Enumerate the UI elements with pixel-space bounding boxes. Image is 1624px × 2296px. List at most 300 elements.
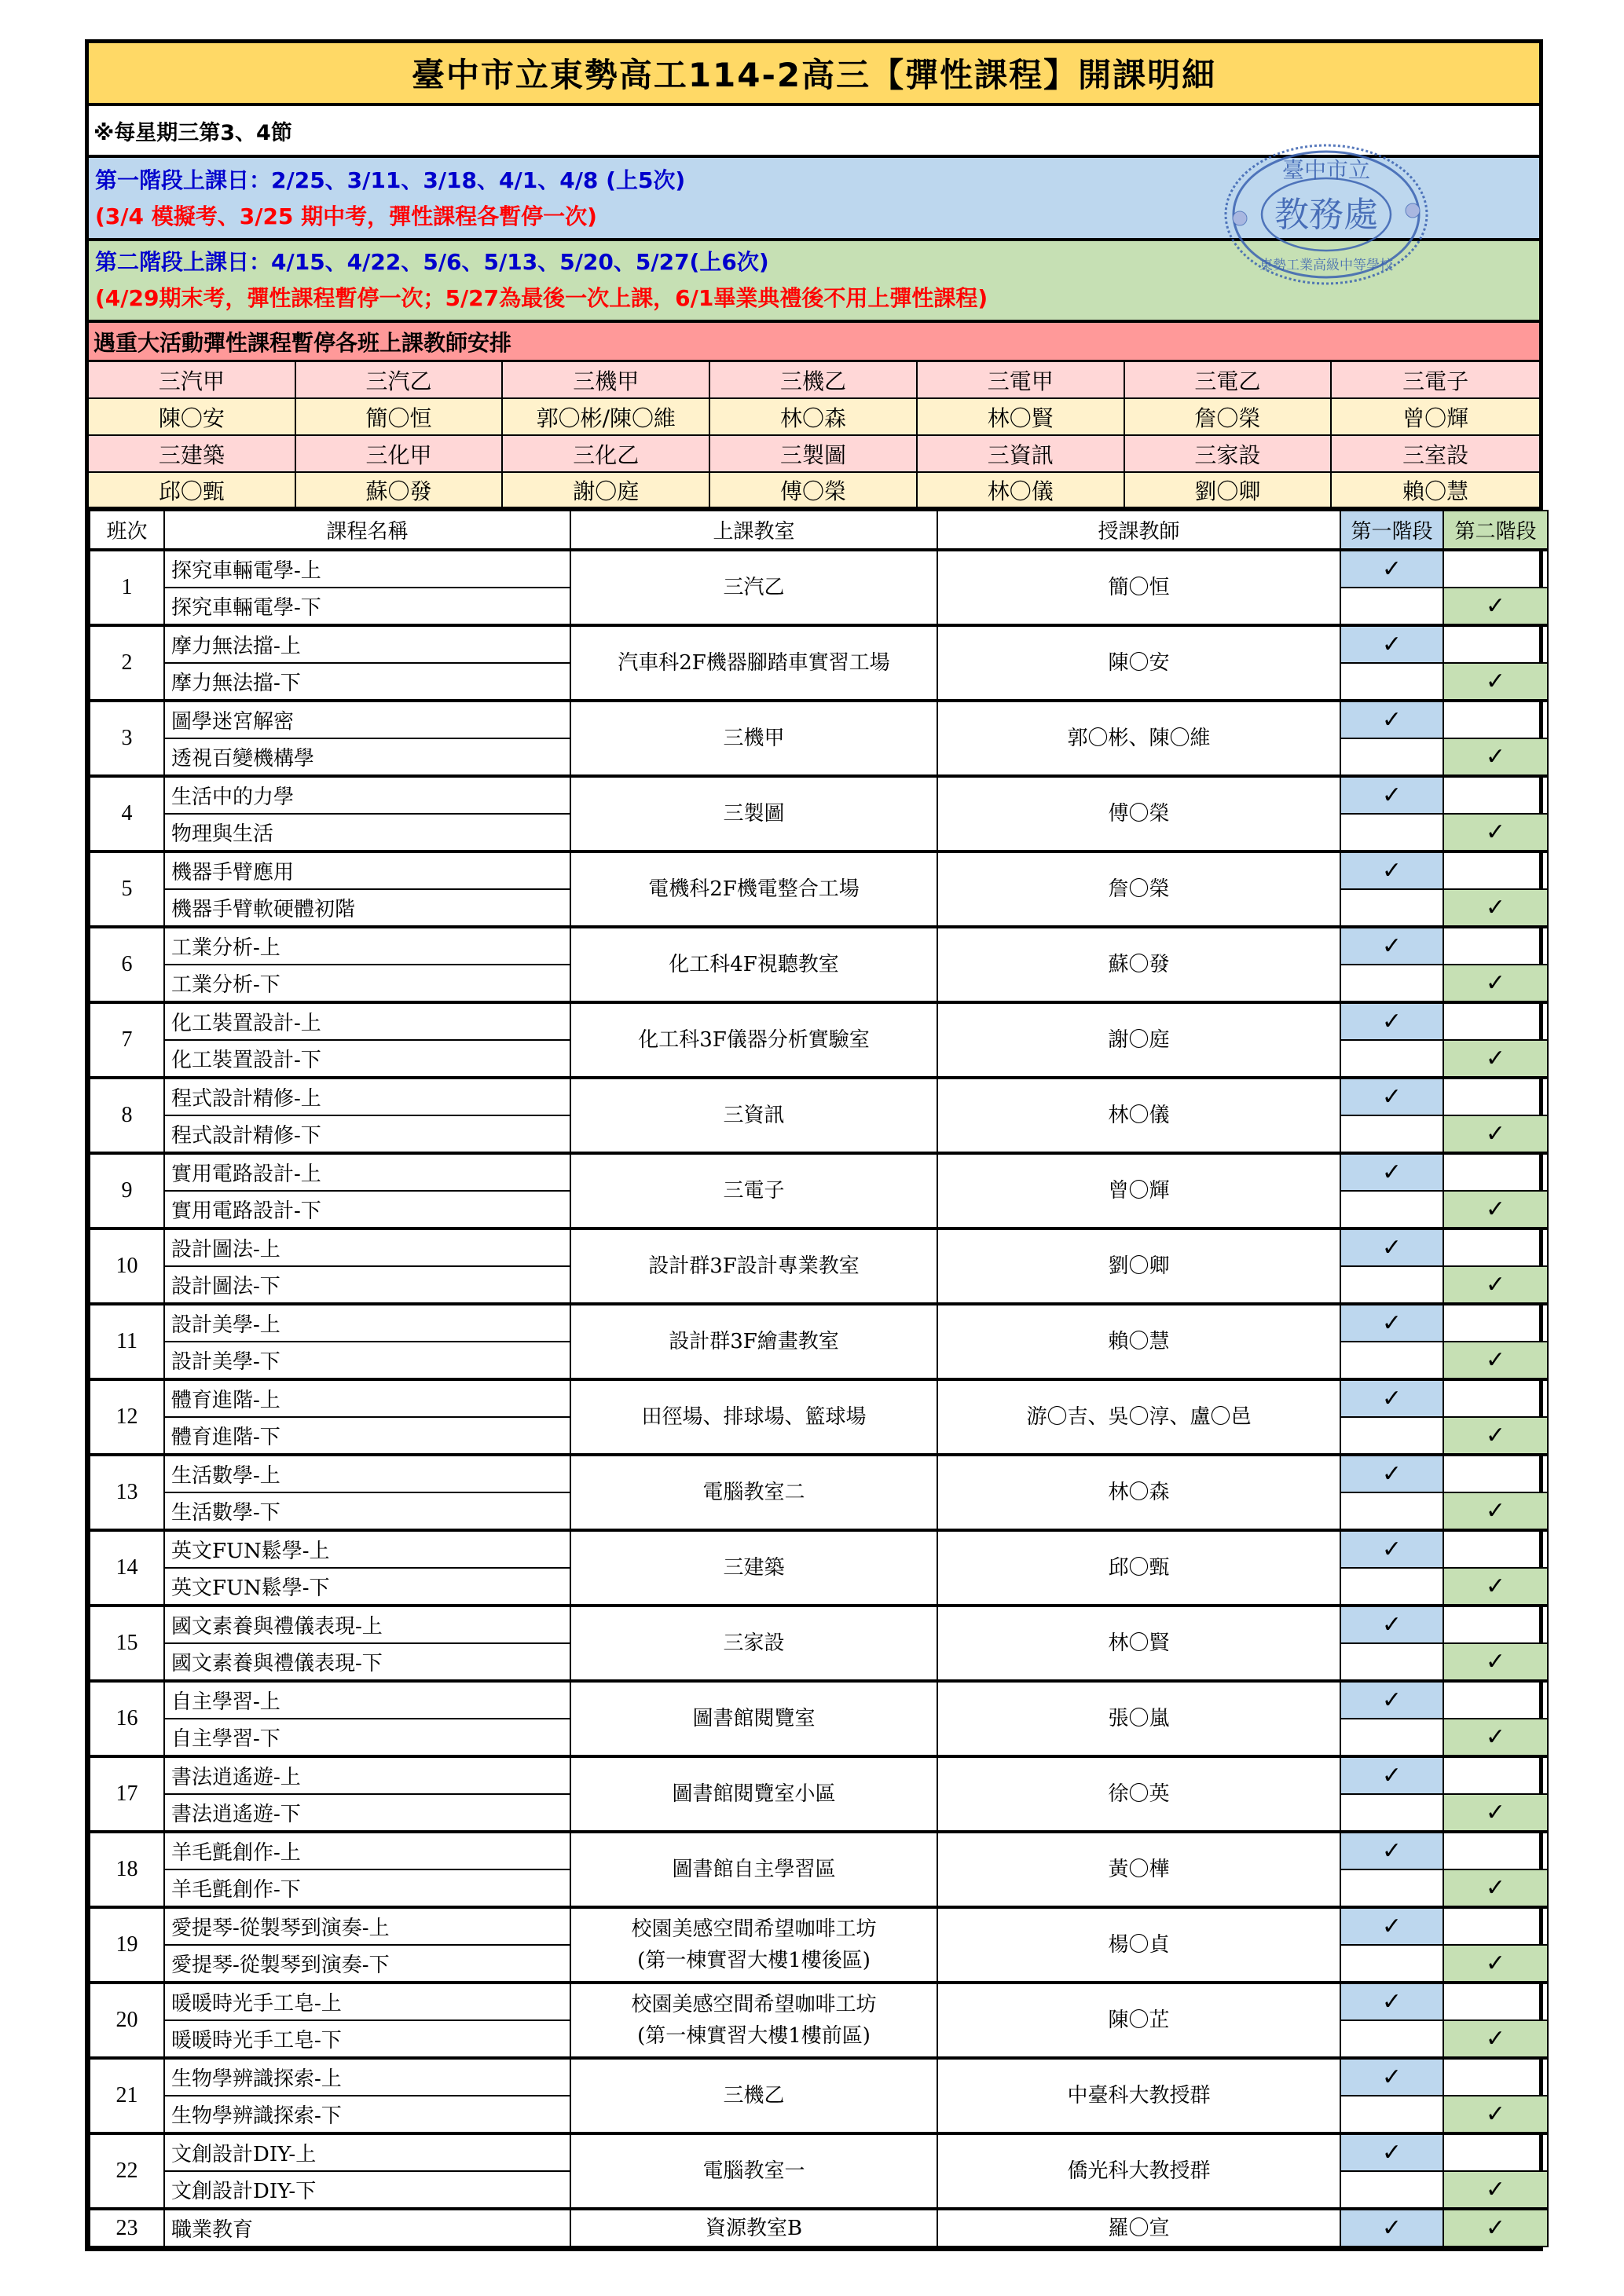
course-row (90, 1153, 1548, 1191)
stage1-empty-cell (1340, 1191, 1443, 1229)
classroom (570, 1455, 937, 1530)
class-number: 14 (90, 1530, 164, 1606)
stage1-check-icon: ✓ (1340, 776, 1443, 814)
classroom-name: 三機乙 (723, 2084, 785, 2107)
teacher-name: 陳〇芷 (937, 1983, 1340, 2058)
stage2-check-icon: ✓ (1443, 2096, 1548, 2133)
stage2-empty-cell (1443, 1379, 1548, 1417)
classroom (570, 1681, 937, 1756)
stage2-empty-cell (1443, 1907, 1548, 1945)
stage1-empty-cell (1340, 2096, 1443, 2133)
stage1-empty-cell (1340, 738, 1443, 776)
stage2-check-icon: ✓ (1443, 738, 1548, 776)
classroom (570, 776, 937, 851)
course-name: 實用電路設計-上 (164, 1153, 570, 1191)
stage2-empty-cell (1443, 1756, 1548, 1794)
course-name: 書法逍遙遊-下 (164, 1794, 570, 1832)
substitute-teacher-cell: 傅〇榮 (710, 473, 918, 510)
classroom (570, 1002, 937, 1078)
substitute-class-cell: 三機甲 (503, 362, 710, 399)
stage1-check-icon: ✓ (1340, 2058, 1443, 2096)
stage2-empty-cell (1443, 2058, 1548, 2096)
class-number: 9 (90, 1153, 164, 1229)
classroom (570, 1530, 937, 1606)
stage2-check-icon: ✓ (1443, 1719, 1548, 1756)
course-name: 英文FUN鬆學-下 (164, 1568, 570, 1606)
course-name: 摩力無法擋-下 (164, 663, 570, 701)
substitute-teacher-cell: 邱〇甄 (89, 473, 296, 510)
teacher-name: 林〇儀 (937, 1078, 1340, 1153)
stage2-check-icon: ✓ (1443, 1869, 1548, 1907)
substitute-teacher-cell: 蘇〇發 (296, 473, 504, 510)
stage2-empty-cell (1443, 2133, 1548, 2171)
teacher-name: 徐〇英 (937, 1756, 1340, 1832)
substitute-class-cell: 三電甲 (918, 362, 1125, 399)
course-name: 暖暖時光手工皂-上 (164, 1983, 570, 2020)
course-name: 生物學辨識探索-下 (164, 2096, 570, 2133)
teacher-name: 陳〇安 (937, 625, 1340, 701)
teacher-name: 謝〇庭 (937, 1002, 1340, 1078)
stage1-check-icon: ✓ (1340, 2209, 1443, 2247)
stage1-check-icon: ✓ (1340, 625, 1443, 663)
classroom (570, 1983, 937, 2058)
stage2-check-icon: ✓ (1443, 1417, 1548, 1455)
course-name: 暖暖時光手工皂-下 (164, 2020, 570, 2058)
course-row (90, 1078, 1548, 1115)
stage1-check-icon: ✓ (1340, 1002, 1443, 1040)
stage1-empty-cell (1340, 663, 1443, 701)
course-name: 程式設計精修-下 (164, 1115, 570, 1153)
class-number: 22 (90, 2133, 164, 2209)
stage1-empty-cell (1340, 1417, 1443, 1455)
course-name: 生活數學-下 (164, 1492, 570, 1530)
classroom (570, 1229, 937, 1304)
course-row (90, 550, 1548, 588)
course-row (90, 1379, 1548, 1417)
classroom (570, 1153, 937, 1229)
substitute-class-cell: 三家設 (1125, 436, 1333, 473)
svg-text:教務處: 教務處 (1274, 195, 1378, 235)
stage2-info (89, 241, 1539, 323)
substitute-class-cell: 三室設 (1332, 436, 1539, 473)
stage2-check-icon: ✓ (1443, 663, 1548, 701)
classroom (570, 1379, 937, 1455)
teacher-name: 楊〇貞 (937, 1907, 1340, 1983)
course-name: 化工裝置設計-下 (164, 1040, 570, 1078)
stage1-check-icon: ✓ (1340, 1455, 1443, 1492)
substitute-title (89, 323, 1539, 362)
svg-text:東勢工業高級中等學校: 東勢工業高級中等學校 (1259, 258, 1393, 273)
stage1-empty-cell (1340, 1719, 1443, 1756)
stage2-check-icon: ✓ (1443, 2171, 1548, 2209)
course-name: 生活數學-上 (164, 1455, 570, 1492)
classroom (570, 625, 937, 701)
stage2-check-icon: ✓ (1443, 1568, 1548, 1606)
substitute-teacher-cell: 謝〇庭 (503, 473, 710, 510)
classroom (570, 1756, 937, 1832)
course-name: 英文FUN鬆學-上 (164, 1530, 570, 1568)
course-name: 羊毛氈創作-下 (164, 1869, 570, 1907)
course-name: 生物學辨識探索-上 (164, 2058, 570, 2096)
class-number: 5 (90, 851, 164, 927)
stage2-empty-cell (1443, 1229, 1548, 1266)
course-name: 書法逍遙遊-上 (164, 1756, 570, 1794)
classroom-name: 化工科3F儀器分析實驗室 (638, 1028, 870, 1052)
course-name: 摩力無法擋-上 (164, 625, 570, 663)
classroom-name: 電機科2F機電整合工場 (648, 877, 860, 901)
classroom (570, 701, 937, 776)
classroom-name: 電腦教室二 (702, 1481, 805, 1504)
stage1-remark: (3/4 模擬考、3/25 期中考，彈性課程各暫停一次) (95, 203, 597, 229)
stage1-empty-cell (1340, 814, 1443, 851)
course-name: 實用電路設計-下 (164, 1191, 570, 1229)
course-name: 羊毛氈創作-上 (164, 1832, 570, 1869)
class-number: 1 (90, 550, 164, 625)
course-name: 國文素養與禮儀表現-下 (164, 1643, 570, 1681)
stage2-empty-cell (1443, 1681, 1548, 1719)
substitute-class-cell: 三製圖 (710, 436, 918, 473)
course-name: 愛提琴-從製琴到演奏-下 (164, 1945, 570, 1983)
stage1-empty-cell (1340, 889, 1443, 927)
classroom (570, 927, 937, 1002)
course-name: 設計圖法-下 (164, 1266, 570, 1304)
course-schedule-sheet (85, 39, 1543, 2251)
substitute-class-cell: 三機乙 (710, 362, 918, 399)
stage2-check-icon: ✓ (1443, 1643, 1548, 1681)
course-table (89, 510, 1549, 2247)
substitute-class-cell: 三化乙 (503, 436, 710, 473)
teacher-name: 羅〇宣 (937, 2209, 1340, 2247)
class-number: 13 (90, 1455, 164, 1530)
course-row (90, 1455, 1548, 1492)
course-name: 生活中的力學 (164, 776, 570, 814)
stage1-check-icon: ✓ (1340, 1304, 1443, 1342)
class-number: 4 (90, 776, 164, 851)
classroom-location: (第一棟實習大樓1樓後區) (637, 1949, 871, 1972)
class-number: 18 (90, 1832, 164, 1907)
stage1-check-icon: ✓ (1340, 550, 1443, 588)
stage2-check-icon: ✓ (1443, 889, 1548, 927)
teacher-name: 詹〇榮 (937, 851, 1340, 927)
stage2-empty-cell (1443, 1304, 1548, 1342)
header-class-number: 班次 (90, 511, 164, 550)
teacher-name: 簡〇恒 (937, 550, 1340, 625)
classroom (570, 1304, 937, 1379)
substitute-class-cell: 三汽甲 (89, 362, 296, 399)
page-title: 臺中市立東勢高工114-2高三【彈性課程】開課明細 (411, 56, 1217, 94)
stage2-empty-cell (1443, 1832, 1548, 1869)
teacher-name: 中臺科大教授群 (937, 2058, 1340, 2133)
stage1-empty-cell (1340, 1794, 1443, 1832)
course-name: 愛提琴-從製琴到演奏-上 (164, 1907, 570, 1945)
class-number: 7 (90, 1002, 164, 1078)
course-row (90, 1530, 1548, 1568)
header-stage2: 第二階段 (1443, 511, 1548, 550)
course-row (90, 1681, 1548, 1719)
stage1-check-icon: ✓ (1340, 1606, 1443, 1643)
classroom-name: 三建築 (723, 1556, 785, 1580)
teacher-name: 蘇〇發 (937, 927, 1340, 1002)
stage2-empty-cell (1443, 927, 1548, 965)
classroom (570, 1078, 937, 1153)
stage1-empty-cell (1340, 2020, 1443, 2058)
stage2-empty-cell (1443, 776, 1548, 814)
substitute-teacher-cell: 林〇儀 (918, 473, 1125, 510)
stage2-check-icon: ✓ (1443, 1794, 1548, 1832)
stage2-check-icon: ✓ (1443, 1945, 1548, 1983)
course-name: 文創設計DIY-上 (164, 2133, 570, 2171)
classroom-location: (第一棟實習大樓1樓前區) (637, 2024, 871, 2048)
stage1-check-icon: ✓ (1340, 1907, 1443, 1945)
classroom-name: 三汽乙 (723, 576, 785, 599)
stage2-check-icon: ✓ (1443, 588, 1548, 625)
course-name: 設計美學-上 (164, 1304, 570, 1342)
stage1-empty-cell (1340, 588, 1443, 625)
stage1-check-icon: ✓ (1340, 1530, 1443, 1568)
course-row (90, 1907, 1548, 1945)
class-number: 11 (90, 1304, 164, 1379)
substitute-teacher-grid (89, 362, 1539, 510)
classroom (570, 2209, 937, 2247)
course-name: 國文素養與禮儀表現-上 (164, 1606, 570, 1643)
course-row (90, 625, 1548, 663)
table-header-row (90, 511, 1548, 550)
course-name: 體育進階-下 (164, 1417, 570, 1455)
course-name: 透視百變機構學 (164, 738, 570, 776)
substitute-teacher-cell: 陳〇安 (89, 399, 296, 436)
teacher-name: 游〇吉、吳〇淳、盧〇邑 (937, 1379, 1340, 1455)
course-name: 設計美學-下 (164, 1342, 570, 1379)
stage1-check-icon: ✓ (1340, 1983, 1443, 2020)
substitute-teacher-cell: 詹〇榮 (1125, 399, 1333, 436)
stage2-empty-cell (1443, 550, 1548, 588)
stage1-check-icon: ✓ (1340, 851, 1443, 889)
course-row (90, 2058, 1548, 2096)
substitute-teacher-cell: 林〇賢 (918, 399, 1125, 436)
stage1-check-icon: ✓ (1340, 1756, 1443, 1794)
svg-text:臺中市立: 臺中市立 (1281, 157, 1371, 183)
stage2-check-icon: ✓ (1443, 965, 1548, 1002)
schedule-note-text: ※每星期三第3、4節 (93, 120, 292, 145)
teacher-name: 張〇嵐 (937, 1681, 1340, 1756)
header-classroom: 上課教室 (570, 511, 937, 550)
stage2-empty-cell (1443, 625, 1548, 663)
stage2-empty-cell (1443, 1530, 1548, 1568)
class-number: 21 (90, 2058, 164, 2133)
stage1-check-icon: ✓ (1340, 927, 1443, 965)
course-row (90, 1002, 1548, 1040)
course-row (90, 2133, 1548, 2171)
classroom-name: 電腦教室一 (702, 2159, 805, 2183)
course-table-body (90, 550, 1548, 2247)
course-row (90, 1304, 1548, 1342)
course-name: 探究車輛電學-上 (164, 550, 570, 588)
classroom-name: 設計群3F設計專業教室 (648, 1254, 860, 1278)
class-number: 15 (90, 1606, 164, 1681)
class-number: 10 (90, 1229, 164, 1304)
teacher-name: 黃〇樺 (937, 1832, 1340, 1907)
course-row (90, 776, 1548, 814)
class-number: 2 (90, 625, 164, 701)
course-name: 機器手臂應用 (164, 851, 570, 889)
stage1-check-icon: ✓ (1340, 1153, 1443, 1191)
classroom-name: 田徑場、排球場、籃球場 (641, 1405, 867, 1429)
stage1-empty-cell (1340, 1115, 1443, 1153)
classroom-name: 三家設 (723, 1631, 785, 1655)
stage1-dates: 第一階段上課日：2/25、3/11、3/18、4/1、4/8 (上5次) (95, 167, 686, 193)
course-name: 機器手臂軟硬體初階 (164, 889, 570, 927)
teacher-name: 傅〇榮 (937, 776, 1340, 851)
course-name: 設計圖法-上 (164, 1229, 570, 1266)
classroom-name: 資源教室B (705, 2216, 803, 2240)
teacher-name: 僑光科大教授群 (937, 2133, 1340, 2209)
class-number: 19 (90, 1907, 164, 1983)
classroom (570, 1606, 937, 1681)
classroom-name: 汽車科2F機器腳踏車實習工場 (618, 651, 890, 675)
substitute-class-cell: 三電子 (1332, 362, 1539, 399)
stage1-check-icon: ✓ (1340, 1832, 1443, 1869)
title-band (89, 43, 1539, 106)
course-row (90, 1606, 1548, 1643)
stage2-check-icon: ✓ (1443, 2020, 1548, 2058)
course-row (90, 2209, 1548, 2247)
stage2-check-icon: ✓ (1443, 1040, 1548, 1078)
stage2-empty-cell (1443, 851, 1548, 889)
course-name: 圖學迷宮解密 (164, 701, 570, 738)
stage2-check-icon: ✓ (1443, 1115, 1548, 1153)
header-course-name: 課程名稱 (164, 511, 570, 550)
substitute-class-cell: 三建築 (89, 436, 296, 473)
classroom (570, 1832, 937, 1907)
course-name: 工業分析-上 (164, 927, 570, 965)
course-row (90, 1229, 1548, 1266)
course-name: 程式設計精修-上 (164, 1078, 570, 1115)
classroom-name: 校園美感空間希望咖啡工坊 (631, 1993, 877, 2016)
substitute-class-cell: 三電乙 (1125, 362, 1333, 399)
stage1-check-icon: ✓ (1340, 1078, 1443, 1115)
teacher-name: 賴〇慧 (937, 1304, 1340, 1379)
stage1-check-icon: ✓ (1340, 2133, 1443, 2171)
stage2-check-icon: ✓ (1443, 1266, 1548, 1304)
substitute-teacher-cell: 曾〇輝 (1332, 399, 1539, 436)
course-row (90, 1756, 1548, 1794)
stage1-empty-cell (1340, 1643, 1443, 1681)
course-row (90, 701, 1548, 738)
course-row (90, 1832, 1548, 1869)
class-number: 20 (90, 1983, 164, 2058)
classroom-name: 三資訊 (723, 1104, 785, 1127)
stage2-check-icon: ✓ (1443, 1492, 1548, 1530)
classroom (570, 1907, 937, 1983)
stage2-check-icon: ✓ (1443, 814, 1548, 851)
course-name: 體育進階-上 (164, 1379, 570, 1417)
stage2-remark: (4/29期末考，彈性課程暫停一次；5/27為最後一次上課，6/1畢業典禮後不用上彈性課程) (95, 285, 988, 311)
substitute-teacher-cell: 賴〇慧 (1332, 473, 1539, 510)
classroom-name: 化工科4F視聽教室 (669, 953, 839, 976)
class-number: 17 (90, 1756, 164, 1832)
classroom-name: 三製圖 (723, 802, 785, 826)
stage1-empty-cell (1340, 1568, 1443, 1606)
class-number: 3 (90, 701, 164, 776)
classroom (570, 550, 937, 625)
class-number: 6 (90, 927, 164, 1002)
course-name: 自主學習-下 (164, 1719, 570, 1756)
classroom-name: 設計群3F繪畫教室 (669, 1330, 839, 1353)
classroom-name: 圖書館自主學習區 (672, 1858, 836, 1881)
stage2-dates: 第二階段上課日：4/15、4/22、5/6、5/13、5/20、5/27(上6次) (95, 249, 769, 275)
classroom-name: 三機甲 (723, 727, 785, 750)
stage1-check-icon: ✓ (1340, 1379, 1443, 1417)
stage2-check-icon: ✓ (1443, 1342, 1548, 1379)
classroom-name: 圖書館閱覽室 (692, 1707, 816, 1730)
stage2-empty-cell (1443, 1078, 1548, 1115)
substitute-class-cell: 三資訊 (918, 436, 1125, 473)
course-name: 自主學習-上 (164, 1681, 570, 1719)
classroom-name: 圖書館閱覽室小區 (672, 1782, 836, 1806)
stage2-empty-cell (1443, 1455, 1548, 1492)
stage1-empty-cell (1340, 1945, 1443, 1983)
substitute-teacher-cell: 郭〇彬/陳〇維 (503, 399, 710, 436)
course-row (90, 927, 1548, 965)
classroom (570, 2058, 937, 2133)
header-teacher: 授課教師 (937, 511, 1340, 550)
course-row (90, 1983, 1548, 2020)
stage1-empty-cell (1340, 1266, 1443, 1304)
stage1-empty-cell (1340, 1342, 1443, 1379)
teacher-name: 林〇森 (937, 1455, 1340, 1530)
stage1-empty-cell (1340, 1869, 1443, 1907)
stage1-check-icon: ✓ (1340, 1681, 1443, 1719)
header-stage1: 第一階段 (1340, 511, 1443, 550)
classroom-name: 三電子 (723, 1179, 785, 1203)
course-name: 文創設計DIY-下 (164, 2171, 570, 2209)
class-number: 16 (90, 1681, 164, 1756)
class-number: 12 (90, 1379, 164, 1455)
stage1-info (89, 158, 1539, 241)
class-number: 8 (90, 1078, 164, 1153)
course-name: 化工裝置設計-上 (164, 1002, 570, 1040)
teacher-name: 曾〇輝 (937, 1153, 1340, 1229)
stage1-check-icon: ✓ (1340, 701, 1443, 738)
course-name: 探究車輛電學-下 (164, 588, 570, 625)
substitute-class-cell: 三化甲 (296, 436, 504, 473)
classroom-name: 校園美感空間希望咖啡工坊 (631, 1917, 877, 1941)
course-name: 物理與生活 (164, 814, 570, 851)
teacher-name: 邱〇甄 (937, 1530, 1340, 1606)
stage1-empty-cell (1340, 965, 1443, 1002)
stage2-empty-cell (1443, 1983, 1548, 2020)
classroom (570, 851, 937, 927)
stage2-check-icon: ✓ (1443, 2209, 1548, 2247)
course-row (90, 851, 1548, 889)
stage2-empty-cell (1443, 1606, 1548, 1643)
course-name: 職業教育 (164, 2209, 570, 2247)
stage2-check-icon: ✓ (1443, 1191, 1548, 1229)
stage2-empty-cell (1443, 1153, 1548, 1191)
stage1-empty-cell (1340, 2171, 1443, 2209)
substitute-class-cell: 三汽乙 (296, 362, 504, 399)
stage2-empty-cell (1443, 1002, 1548, 1040)
substitute-teacher-cell: 簡〇恒 (296, 399, 504, 436)
classroom (570, 2133, 937, 2209)
stage1-empty-cell (1340, 1492, 1443, 1530)
substitute-teacher-cell: 劉〇卿 (1125, 473, 1333, 510)
substitute-teacher-cell: 林〇森 (710, 399, 918, 436)
schedule-note (89, 106, 1539, 158)
course-name: 工業分析-下 (164, 965, 570, 1002)
stage2-empty-cell (1443, 701, 1548, 738)
stage1-empty-cell (1340, 1040, 1443, 1078)
